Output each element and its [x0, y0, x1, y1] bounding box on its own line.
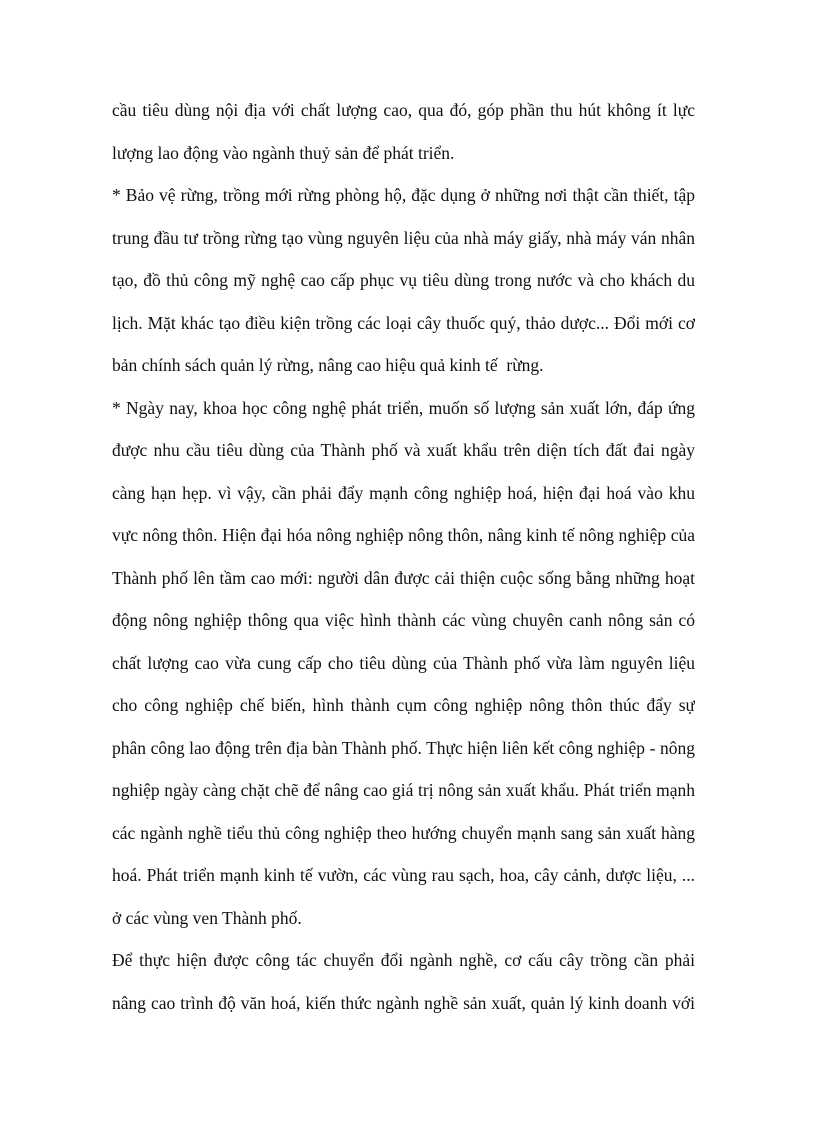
- body-text-block: [112, 89, 695, 1024]
- text-line: Thành phố lên tầm cao mới: người dân được cải thiện cuộc sống bằng những hoạt: [112, 567, 695, 588]
- text-line: vực nông thôn. Hiện đại hóa nông nghiệp nông thôn, nâng kinh tế nông nghiệp của: [112, 525, 695, 545]
- text-line: được nhu cầu tiêu dùng của Thành phố và xuất khẩu trên diện tích đất đai ngày: [112, 440, 695, 460]
- text-line: nâng cao trình độ văn hoá, kiến thức ngành nghề sản xuất, quản lý kinh doanh với: [112, 992, 695, 1013]
- text-line: cho công nghiệp chế biến, hình thành cụm công nghiệp nông thôn thúc đẩy sự: [112, 695, 695, 715]
- text-line: các ngành nghề tiểu thủ công nghiệp theo hướng chuyển mạnh sang sản xuất hàng: [112, 822, 695, 843]
- text-line: hoá. Phát triển mạnh kinh tế vườn, các vùng rau sạch, hoa, cây cảnh, dược liệu, ...: [112, 865, 695, 885]
- text-line: tạo, đồ thủ công mỹ nghệ cao cấp phục vụ tiêu dùng trong nước và cho khách du: [112, 270, 695, 290]
- text-line: ở các vùng ven Thành phố.: [112, 907, 302, 928]
- text-line: động nông nghiệp thông qua việc hình thành các vùng chuyên canh nông sản có: [112, 610, 695, 630]
- text-line: chất lượng cao vừa cung cấp cho tiêu dùng của Thành phố vừa làm nguyên liệu: [112, 652, 695, 673]
- text-line: Để thực hiện được công tác chuyển đổi ngành nghề, cơ cấu cây trồng cần phải: [112, 950, 695, 970]
- text-line: * Bảo vệ rừng, trồng mới rừng phòng hộ, đặc dụng ở những nơi thật cần thiết, tập: [112, 185, 695, 205]
- text-line: phân công lao động trên địa bàn Thành phố. Thực hiện liên kết công nghiệp - nông: [112, 737, 695, 758]
- text-line: trung đầu tư trồng rừng tạo vùng nguyên liệu của nhà máy giấy, nhà máy ván nhân: [112, 227, 695, 248]
- text-line: lượng lao động vào ngành thuỷ sản để phát triển.: [112, 142, 455, 163]
- text-line: bản chính sách quản lý rừng, nâng cao hiệu quả kinh tế rừng.: [112, 355, 544, 375]
- text-line: * Ngày nay, khoa học công nghệ phát triển, muốn số lượng sản xuất lớn, đáp ứng: [112, 397, 695, 418]
- text-line: càng hạn hẹp. vì vậy, cần phải đẩy mạnh công nghiệp hoá, hiện đại hoá vào khu: [112, 482, 695, 503]
- text-line: lịch. Mặt khác tạo điều kiện trồng các loại cây thuốc quý, thảo dược... Đổi mới cơ: [112, 312, 695, 333]
- text-line: nghiệp ngày càng chặt chẽ để nâng cao giá trị nông sản xuất khẩu. Phát triển mạnh: [112, 780, 695, 800]
- text-line: cầu tiêu dùng nội địa với chất lượng cao, qua đó, góp phần thu hút không ít lực: [112, 100, 695, 120]
